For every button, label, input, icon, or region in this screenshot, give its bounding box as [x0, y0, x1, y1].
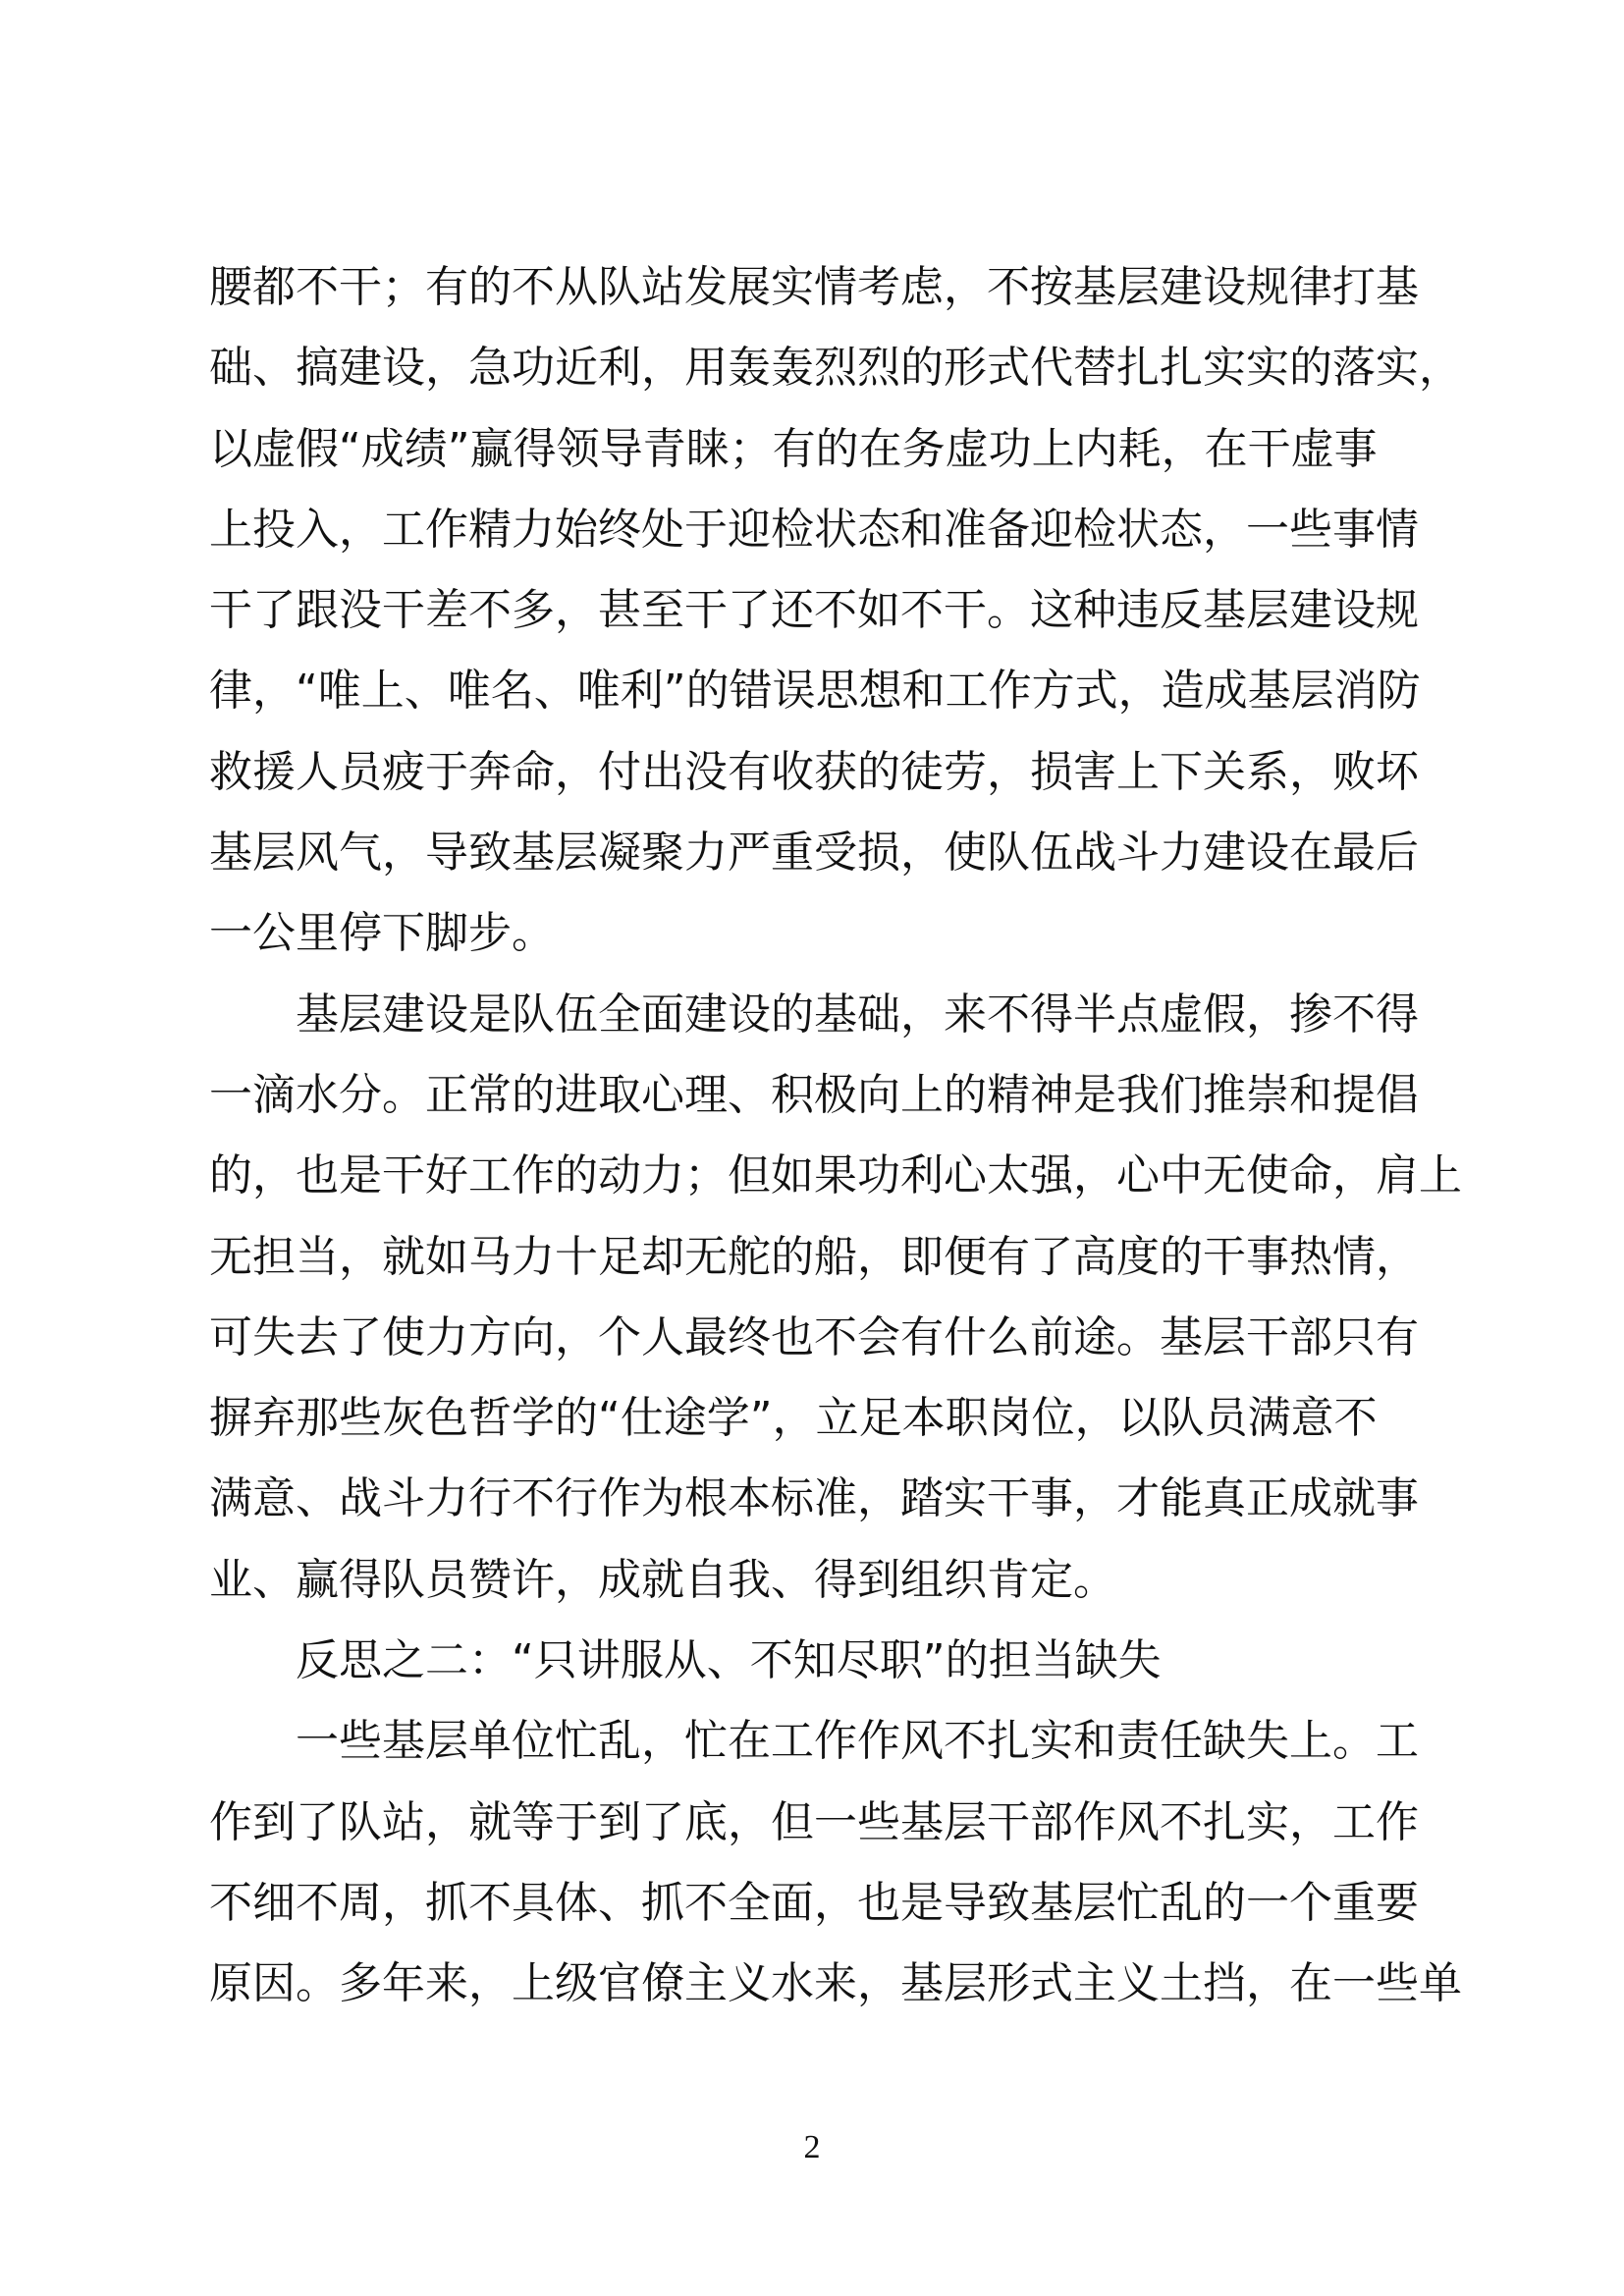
text-line: 一些基层单位忙乱，忙在工作作风不扎实和责任缺失上。工: [209, 1716, 1419, 1767]
text-line: 原因。多年来，上级官僚主义水来，基层形式主义土挡，在一些单: [209, 1958, 1462, 2009]
text-line: 律，“唯上、唯名、唯利”的错误思想和工作方式，造成基层消防: [209, 666, 1421, 717]
text-line: 以虚假“成绩”赢得领导青睐；有的在务虚功上内耗，在干虚事: [209, 423, 1378, 474]
text-line: 础、搞建设，急功近利，用轰轰烈烈的形式代替扎扎实实的落实，: [209, 343, 1462, 394]
text-line: 救援人员疲于奔命，付出没有收获的徒劳，损害上下关系，败坏: [209, 746, 1419, 797]
section-heading: 反思之二：“只讲服从、不知尽职”的担当缺失: [209, 1635, 1162, 1686]
text-line: 一公里停下脚步。: [209, 908, 555, 959]
page-number: 2: [803, 2129, 821, 2165]
body-text: [209, 247, 1462, 2025]
text-line: 上投入，工作精力始终处于迎检状态和准备迎检状态，一些事情: [209, 504, 1419, 555]
text-line: 基层建设是队伍全面建设的基础，来不得半点虚假，掺不得: [209, 988, 1419, 1040]
text-line: 满意、战斗力行不行作为根本标准，踏实干事，才能真正成就事: [209, 1473, 1419, 1524]
text-line: 可失去了使力方向，个人最终也不会有什么前途。基层干部只有: [209, 1311, 1419, 1362]
text-line: 干了跟没干差不多，甚至干了还不如不干。这种违反基层建设规: [209, 585, 1419, 636]
text-line: 作到了队站，就等于到了底，但一些基层干部作风不扎实，工作: [209, 1796, 1419, 1847]
text-line: 一滴水分。正常的进取心理、积极向上的精神是我们推崇和提倡: [209, 1069, 1419, 1120]
text-line: 腰都不干；有的不从队站发展实情考虑，不按基层建设规律打基: [209, 262, 1419, 312]
text-line: 的，也是干好工作的动力；但如果功利心太强，心中无使命，肩上: [209, 1150, 1462, 1201]
text-line: 摒弃那些灰色哲学的“仕途学”，立足本职岗位，以队员满意不: [209, 1393, 1378, 1444]
text-line: 基层风气，导致基层凝聚力严重受损，使队伍战斗力建设在最后: [209, 828, 1419, 879]
text-line: 无担当，就如马力十足却无舵的船，即便有了高度的干事热情，: [209, 1231, 1419, 1282]
text-line: 业、赢得队员赞许，成就自我、得到组织肯定。: [209, 1554, 1116, 1605]
text-line: 不细不周，抓不具体、抓不全面，也是导致基层忙乱的一个重要: [209, 1877, 1419, 1928]
